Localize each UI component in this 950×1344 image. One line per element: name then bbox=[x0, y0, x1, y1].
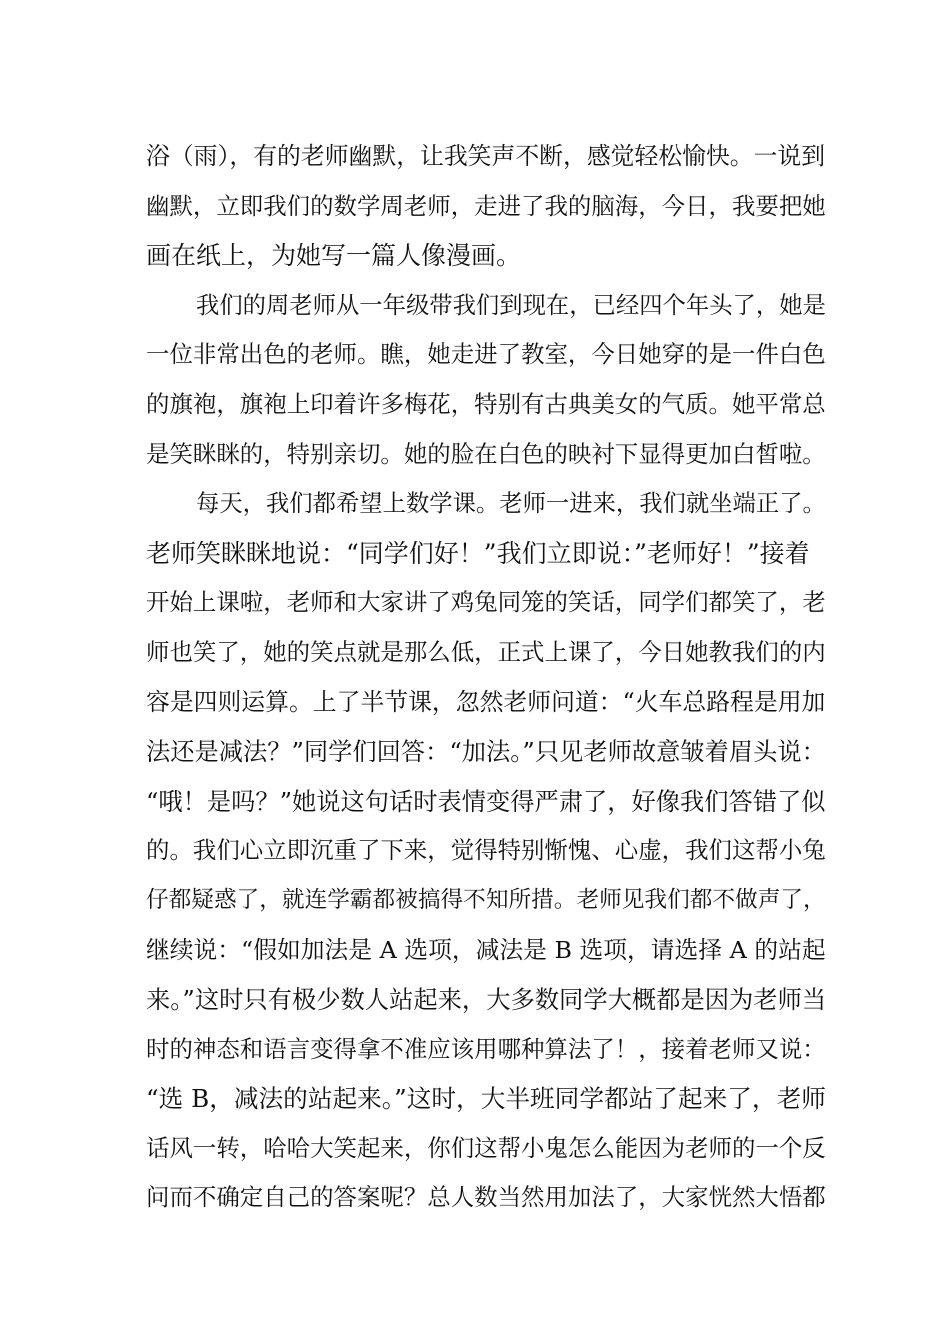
text-line: 的。我们心立即沉重了下来，觉得特别惭愧、心虚，我们这帮小兔 bbox=[146, 836, 826, 865]
paragraph-1 bbox=[146, 132, 826, 281]
text-line: 我们的周老师从一年级带我们到现在，已经四个年头了，她是 bbox=[196, 290, 826, 319]
text-line: 是笑眯眯的，特别亲切。她的脸在白色的映衬下显得更加白皙啦。 bbox=[146, 439, 826, 468]
text-line: 师也笑了，她的笑点就是那么低，正式上课了，今日她教我们的内 bbox=[146, 637, 826, 666]
text-line: 一位非常出色的老师。瞧，她走进了教室，今日她穿的是一件白色 bbox=[146, 340, 826, 369]
text-line: 浴（雨），有的老师幽默，让我笑声不断，感觉轻松愉快。一说到 bbox=[146, 142, 826, 170]
text-line: 的旗袍，旗袍上印着许多梅花，特别有古典美女的气质。她平常总 bbox=[146, 389, 826, 418]
paragraph-3 bbox=[146, 479, 826, 1223]
text-line: 来。”这时只有极少数人站起来，大多数同学大概都是因为老师当 bbox=[146, 985, 827, 1015]
document-body bbox=[146, 132, 826, 1223]
text-line: 画在纸上，为她写一篇人像漫画。 bbox=[146, 241, 522, 271]
text-line: 容是四则运算。上了半节课，忽然老师问道：“火车总路程是用加 bbox=[146, 687, 826, 716]
text-line: 老师笑眯眯地说：“同学们好！”我们立即说：”老师好！”接着 bbox=[146, 538, 810, 568]
paragraph-2 bbox=[146, 281, 826, 479]
text-line: 开始上课啦，老师和大家讲了鸡兔同笼的笑话，同学们都笑了，老 bbox=[146, 588, 826, 617]
text-line: 继续说：“假如加法是 A 选项，减法是 B 选项，请选择 A 的站起 bbox=[146, 935, 826, 964]
text-line: “选 B，减法的站起来。”这时，大半班同学都站了起来了，老师 bbox=[146, 1084, 826, 1114]
text-line: 法还是减法？”同学们回答：“加法。”只见老师故意皱着眉头说： bbox=[146, 737, 826, 767]
text-line: 幽默，立即我们的数学周老师，走进了我的脑海，今日，我要把她 bbox=[146, 191, 826, 220]
text-line: 每天，我们都希望上数学课。老师一进来，我们就坐端正了。 bbox=[196, 489, 826, 518]
text-line: 话风一转，哈哈大笑起来，你们这帮小鬼怎么能因为老师的一个反 bbox=[146, 1133, 826, 1162]
text-line: 时的神态和语言变得拿不准应该用哪种算法了！，接着老师又说： bbox=[146, 1034, 826, 1063]
text-line: 问而不确定自己的答案呢？总人数当然用加法了，大家恍然大悟都 bbox=[146, 1183, 826, 1212]
text-line: “哦！是吗？”她说这句话时表情变得严肃了，好像我们答错了似 bbox=[146, 786, 826, 816]
text-line: 仔都疑惑了，就连学霸都被搞得不知所措。老师见我们都不做声了， bbox=[146, 886, 826, 913]
